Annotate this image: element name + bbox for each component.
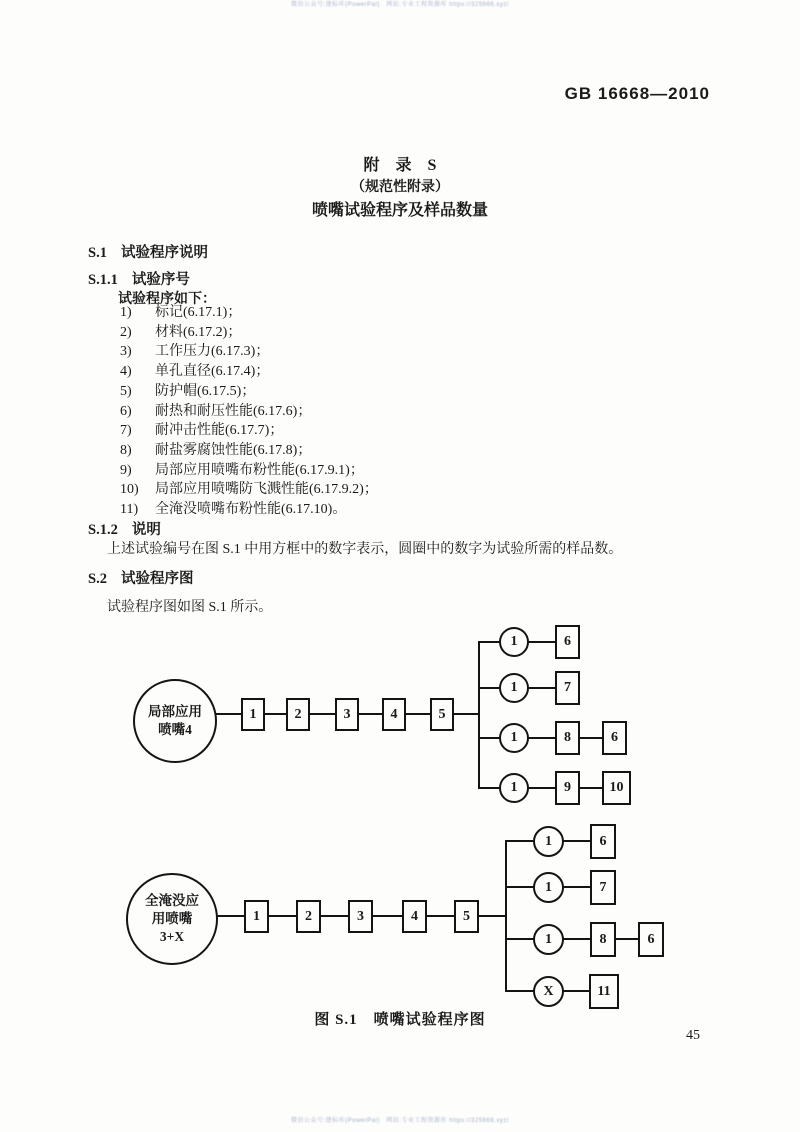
list-item-text: 工作压力(6.17.3)； (155, 344, 270, 360)
test-box-9: 9 (555, 771, 580, 805)
section-s2-heading (88, 567, 193, 588)
source-label-line1: 全淹没应 (145, 892, 199, 908)
list-item-number: 3) (120, 344, 132, 360)
branch-vertical-line (505, 840, 507, 992)
section-s12-number: S.1.2 (88, 522, 118, 538)
sample-count-circle: 1 (499, 773, 529, 803)
test-box-3: 3 (348, 900, 373, 933)
test-box-4: 4 (402, 900, 427, 933)
source-node-total-flooding (126, 873, 218, 965)
test-box-3: 3 (335, 698, 359, 731)
section-s12-title: 说明 (131, 522, 161, 538)
watermark-top: 微信公众号:建标库(PowerPal) 网站:专业工程资源库 https://325666.xyz/ (290, 2, 510, 8)
list-item-text: 局部应用喷嘴布粉性能(6.17.9.1)； (155, 462, 364, 478)
test-box-8: 8 (590, 922, 616, 957)
figure-caption: 图 S.1 喷嘴试验程序图 (314, 1012, 486, 1028)
appendix-title: 附 录 S (363, 157, 437, 174)
list-item (120, 441, 378, 461)
section-s2-body: 试验程序图如图 S.1 所示。 (107, 600, 273, 615)
list-item-text: 单孔直径(6.17.4)； (155, 364, 270, 380)
test-box-5: 5 (430, 698, 454, 731)
section-s1-heading (88, 241, 208, 262)
test-box-10: 10 (602, 771, 631, 805)
test-box-2: 2 (286, 698, 310, 731)
test-box-6b: 6 (638, 922, 664, 957)
list-item (120, 480, 378, 500)
list-item-number: 4) (120, 364, 132, 380)
test-box-6: 6 (555, 625, 580, 659)
list-item-number: 6) (120, 403, 132, 419)
list-item (120, 382, 378, 402)
test-box-11: 11 (589, 974, 619, 1009)
branch-vertical-line (478, 641, 480, 789)
section-s1-title: 试验程序说明 (120, 245, 208, 261)
list-item-number: 1) (120, 305, 132, 320)
section-s2-title: 试验程序图 (120, 571, 194, 587)
list-item-number: 5) (120, 383, 132, 399)
list-item-number: 2) (120, 324, 132, 340)
sample-count-circle: 1 (499, 627, 529, 657)
list-item (120, 323, 378, 343)
section-s12-heading (88, 518, 161, 539)
sample-count-circle: X (533, 976, 564, 1007)
list-item-text: 耐热和耐压性能(6.17.6)； (155, 403, 312, 419)
list-item (120, 362, 378, 382)
section-s11-number: S.1.1 (88, 272, 118, 288)
section-s11-heading (88, 268, 190, 289)
standard-number-header: GB 16668—2010 (564, 84, 710, 103)
appendix-subtitle: （规范性附录） (351, 180, 449, 195)
test-box-1: 1 (244, 900, 269, 933)
procedure-list (120, 303, 378, 520)
sample-count-circle: 1 (533, 924, 564, 955)
branch-line-3 (479, 737, 605, 739)
list-item (120, 402, 378, 422)
list-item-text: 耐冲击性能(6.17.7)； (155, 423, 284, 439)
list-item (120, 421, 378, 441)
list-item-number: 8) (120, 442, 132, 458)
section-s12-body: 上述试验编号在图 S.1 中用方框中的数字表示，圆圈中的数字为试验所需的样品数。 (107, 542, 623, 557)
sample-count-circle: 1 (499, 673, 529, 703)
sample-count-circle: 1 (533, 872, 564, 903)
test-box-6: 6 (590, 824, 616, 859)
sample-count-circle: 1 (533, 826, 564, 857)
list-item (120, 342, 378, 362)
list-item (120, 303, 378, 323)
test-box-5: 5 (454, 900, 479, 933)
source-label-line2: 喷嘴4 (158, 722, 192, 737)
list-item-text: 材料(6.17.2)； (155, 324, 242, 340)
section-s2-number: S.2 (88, 571, 107, 587)
watermark-bottom: 微信公众号:建标库(PowerPal) 网站:专业工程资源库 https://325666.xyz/ (290, 1118, 510, 1124)
source-node-local-application (133, 679, 217, 763)
test-box-4: 4 (382, 698, 406, 731)
list-item (120, 461, 378, 481)
appendix-name: 喷嘴试验程序及样品数量 (311, 202, 488, 219)
page-number: 45 (686, 1028, 700, 1043)
test-box-6b: 6 (602, 721, 627, 755)
list-item-number: 10) (120, 482, 139, 498)
list-item-number: 11) (120, 502, 139, 518)
test-box-8: 8 (555, 721, 580, 755)
sample-count-circle: 1 (499, 723, 529, 753)
list-item-text: 防护帽(6.17.5)； (155, 383, 256, 399)
section-s11-title: 试验序号 (131, 272, 190, 288)
test-box-7: 7 (590, 870, 616, 905)
section-s1-number: S.1 (88, 245, 107, 261)
list-item-text: 耐盐雾腐蚀性能(6.17.8)； (155, 442, 312, 458)
procedure-intro: 试验程序如下： (118, 292, 216, 307)
source-label-line3: 3+X (159, 929, 185, 945)
test-box-2: 2 (296, 900, 321, 933)
branch-line-3 (506, 938, 640, 940)
list-item-text: 全淹没喷嘴布粉性能(6.17.10)。 (155, 502, 347, 518)
list-item-text: 局部应用喷嘴防飞溅性能(6.17.9.2)； (155, 482, 378, 498)
test-box-7: 7 (555, 671, 580, 705)
source-label-line2: 用喷嘴 (151, 910, 193, 926)
test-box-1: 1 (241, 698, 265, 731)
list-item (120, 500, 378, 520)
list-item-number: 7) (120, 423, 132, 439)
list-item-number: 9) (120, 462, 132, 478)
list-item-text: 标记(6.17.1)； (155, 305, 242, 320)
source-label-line1: 局部应用 (148, 703, 202, 719)
